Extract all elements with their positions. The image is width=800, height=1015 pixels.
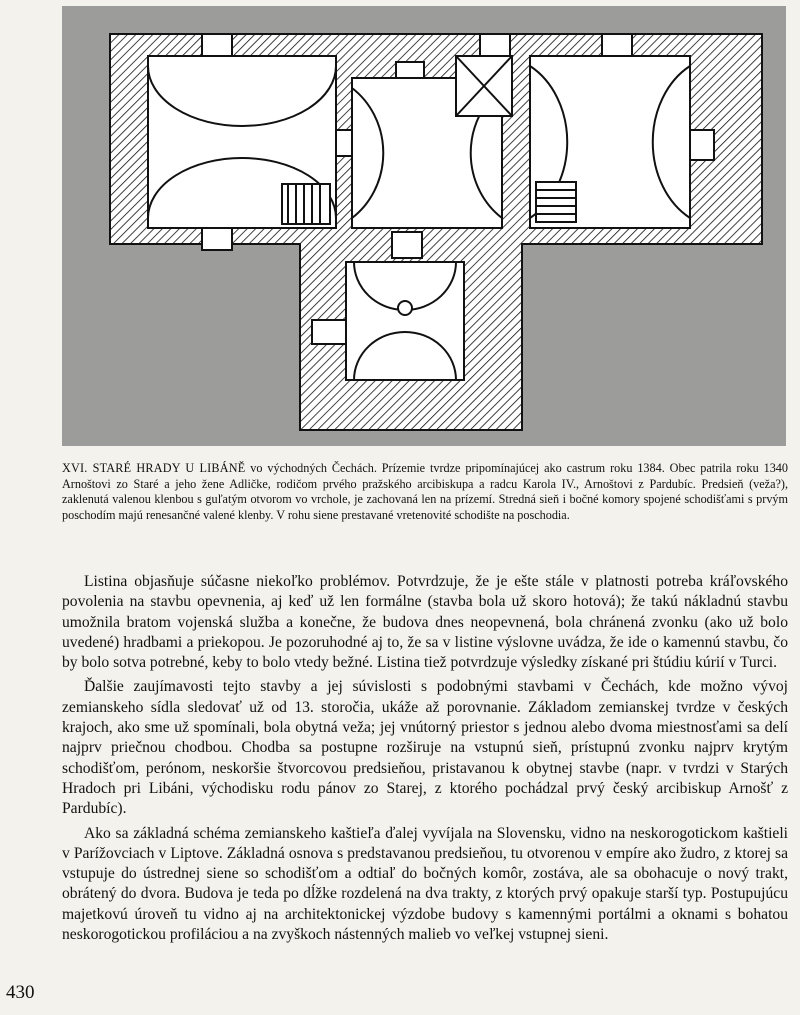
window (202, 228, 232, 250)
floor-plan-figure (62, 6, 786, 446)
window (396, 62, 424, 78)
figure-caption (62, 461, 788, 523)
floor-plan-drawing (62, 6, 786, 446)
paragraph: Listina objasňuje súčasne niekoľko problémov. Potvrdzuje, že je ešte stále v platnosti potreba kráľovského povolenia na stavbu opevnenia, aj keď už len formálne (stavba bola už skoro hotová); že takú nákladnú stavbu umožnila bratom vojenská služba a konečne, že budova dnes neopevnená, bola chránená zvonku (ako už bolo uvedené) hradbami a priekopou. Je pozoruhodné aj to, že sa v listine výslovne uvádza, že ide o kamennú stavbu, čo by bolo sotva potrebné, keby to bolo vtedy bežné. Listina tiež potvrdzuje výsledky získané pri štúdiu kúrií v Turci. (62, 573, 788, 672)
stair-right (536, 182, 576, 222)
window (602, 34, 632, 56)
page-number: 430 (6, 982, 35, 1003)
paragraph: Ďalšie zaujímavosti tejto stavby a jej súvislosti s podobnými stavbami v Čechách, kde možno vývoj zemianskeho sídla sledovať už od 13. storočia, ukáže až porovnanie. Základom zemianskej tvrdze v českých krajoch, ako sme už spomínali, bola obytná veža; jej vnútorný priestor s jednou alebo dvoma miestnosťami sa delí najprv priečnou chodbou. Chodba sa postupne rozširuje na vstupnú sieň, prístupnú zvonku najprv krytým schodišťom, perónom, neskoršie štvorcovou predsieňou, pristavanou k obytnej stavbe (napr. v tvrdzi v Starých Hradoch pri Libáni, východisku rodu pánov zo Starej, z ktorého pochádzal prvý český arcibiskup Arnošť z Pardubíc). (62, 678, 788, 818)
window (690, 130, 714, 160)
window (336, 130, 352, 156)
body-text (62, 572, 788, 949)
window (392, 232, 422, 258)
stair-left (282, 184, 330, 224)
paragraph: Ako sa základná schéma zemianskeho kaštieľa ďalej vyvíjala na Slovensku, vidno na neskorogotickom kaštieli v Parížovciach v Liptove. Základná osnova s predstavanou predsieňou, tu otvorenou v empíre ako žudro, z ktorej sa vstupuje do ústrednej siene so schodišťom a odtiaľ do bočných komôr, zostáva, ale sa obohacuje o nový trakt, obrátený do dvora. Budova je teda po dĺžke rozdelená na dva trakty, z ktorých prvý opakuje starší typ. Postupujúcu majetkovú úroveň tu vidno aj na architektonickej výzdobe budovy s kamennými portálmi a oknami s bohatou neskorogotickou profiláciou a na zvyškoch nástenných malieb vo veľkej vstupnej sieni. (62, 824, 788, 944)
window (202, 34, 232, 56)
caption-lead: XVI. STARÉ HRADY U LIBÁNĚ (62, 461, 246, 475)
window (480, 34, 510, 56)
room-entrance (346, 262, 464, 380)
vault-opening (398, 301, 412, 315)
window (312, 320, 346, 344)
caption-text: vo východných Čechách. Prízemie tvrdze pripomínajúcej ako castrum roku 1384. Obec patrila roku 1340 Arnoštovi zo Staré a jeho žene Adličke, rodičom prvého pražského arcibiskupa a radcu Karola IV., Arnoštovi z Pardubíc. Predsieň (veža?), zaklenutá valenou klenbou s guľatým otvorom vo vrchole, je zachovaná len na prízemí. Stredná sieň i bočné komory spojené schodišťami s prvým poschodím majú renesančné valené klenby. V rohu siene prestavané vretenovité schodište na poschodia. (62, 461, 788, 522)
